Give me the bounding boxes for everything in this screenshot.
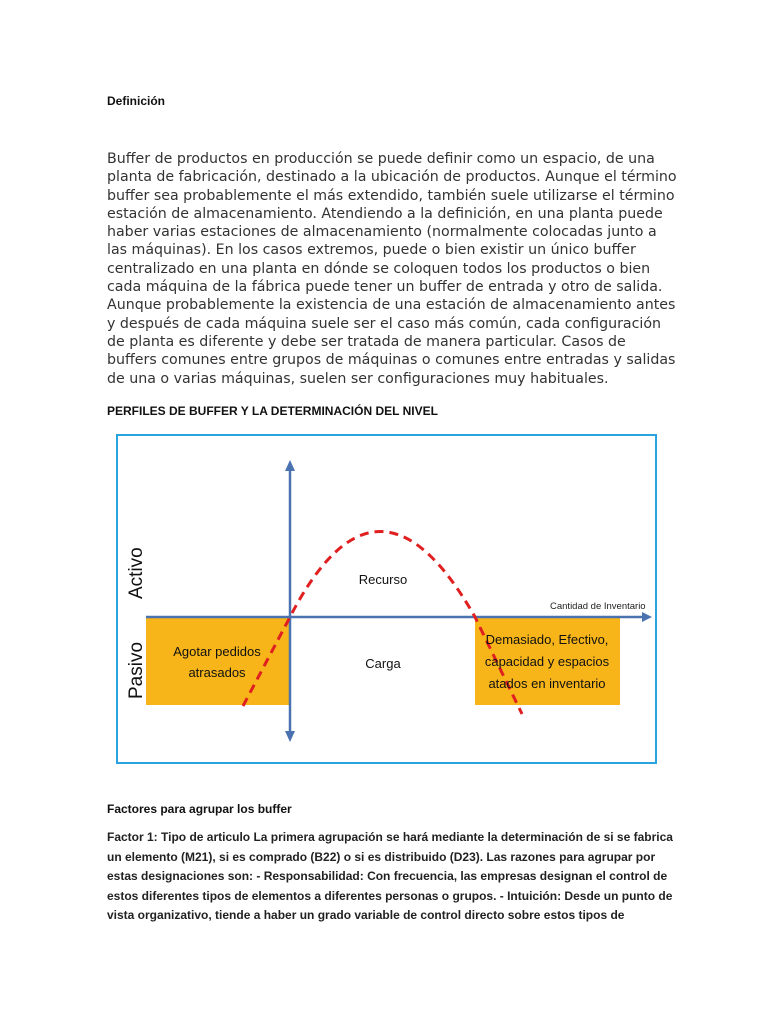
right-box-line-2: capacidad y espacios (484, 654, 610, 669)
paragraph-line: estación de almacenamiento. Atendiendo a la definición, en una planta puede (107, 205, 663, 222)
paragraph-line: estas designaciones son: - Responsabilidad: Con frecuencia, las empresas designan el control de (107, 869, 668, 883)
right-box-line-3: atados en inventario (488, 676, 606, 691)
paragraph-line: Factor 1: Tipo de articulo La primera agrupación se hará mediante la determinación de si se fabrica (107, 830, 673, 844)
definicion-paragraph (107, 150, 677, 388)
y-axis-arrow-down (285, 731, 295, 742)
label-recurso: Recurso (358, 572, 408, 587)
y-axis-arrow-up (285, 460, 295, 471)
paragraph-line: estos diferentes tipos de elementos a diferentes personas o grupos. - Intuición: Desde un punto de (107, 888, 673, 903)
label-carga: Carga (365, 656, 401, 671)
left-box (146, 618, 290, 705)
section-title-definicion: Definición (107, 94, 166, 108)
paragraph-line: Buffer de productos en producción se puede definir como un espacio, de una (107, 151, 655, 167)
buffer-profile-diagram (116, 434, 657, 764)
paragraph-line: haber varias estaciones de almacenamiento (normalmente colocadas junto a (107, 224, 657, 241)
section-title-factores: Factores para agrupar los buffer (107, 802, 292, 816)
paragraph-line: buffer sea probablemente el más extendido, también suele utilizarse el término (107, 187, 675, 204)
paragraph-line: de una o varias máquinas, suelen ser configuraciones muy habituales. (107, 370, 609, 387)
x-axis-label: Cantidad de Inventario (550, 601, 646, 612)
paragraph-line: y después de cada máquina suele ser el caso más común, cada configuración (107, 315, 662, 332)
paragraph-line: vista organizativo, tiende a haber un grado variable de control directo sobre estos tipos de (107, 908, 625, 922)
diagram-svg (118, 436, 655, 762)
section-title-perfiles: PERFILES DE BUFFER Y LA DETERMINACIÓN DEL NIVEL (107, 404, 438, 418)
paragraph-line: cada máquina de la fábrica puede tener un buffer de entrada y otro de salida. (107, 279, 663, 296)
paragraph-line: un elemento (M21), si es comprado (B22) o si es distribuido (D23). Las razones para agrupar por (107, 849, 656, 864)
left-box-line-2: atrasados (188, 665, 246, 680)
paragraph-line: buffers comunes entre grupos de máquinas o comunes entre entradas y salidas (107, 352, 676, 369)
factor-paragraph (107, 828, 673, 926)
y-label-pasivo: Pasivo (126, 641, 147, 699)
paragraph-line: planta de fabricación, destinado a la ubicación de productos. Aunque el término (107, 169, 677, 186)
right-box-line-1: Demasiado, Efectivo, (485, 632, 609, 647)
paragraph-line: las máquinas). En los casos extremos, puede o bien existir un único buffer (107, 242, 636, 259)
paragraph-line: Aunque probablemente la existencia de una estación de almacenamiento antes (107, 297, 676, 314)
paragraph-line: de planta es diferente y debe ser tratada de manera particular. Casos de (107, 333, 626, 350)
x-axis-arrow (642, 612, 652, 622)
left-box-line-1: Agotar pedidos (173, 644, 261, 659)
y-label-activo: Activo (126, 547, 147, 599)
paragraph-line: centralizado en una planta en dónde se coloquen todos los productos o bien (107, 260, 651, 277)
